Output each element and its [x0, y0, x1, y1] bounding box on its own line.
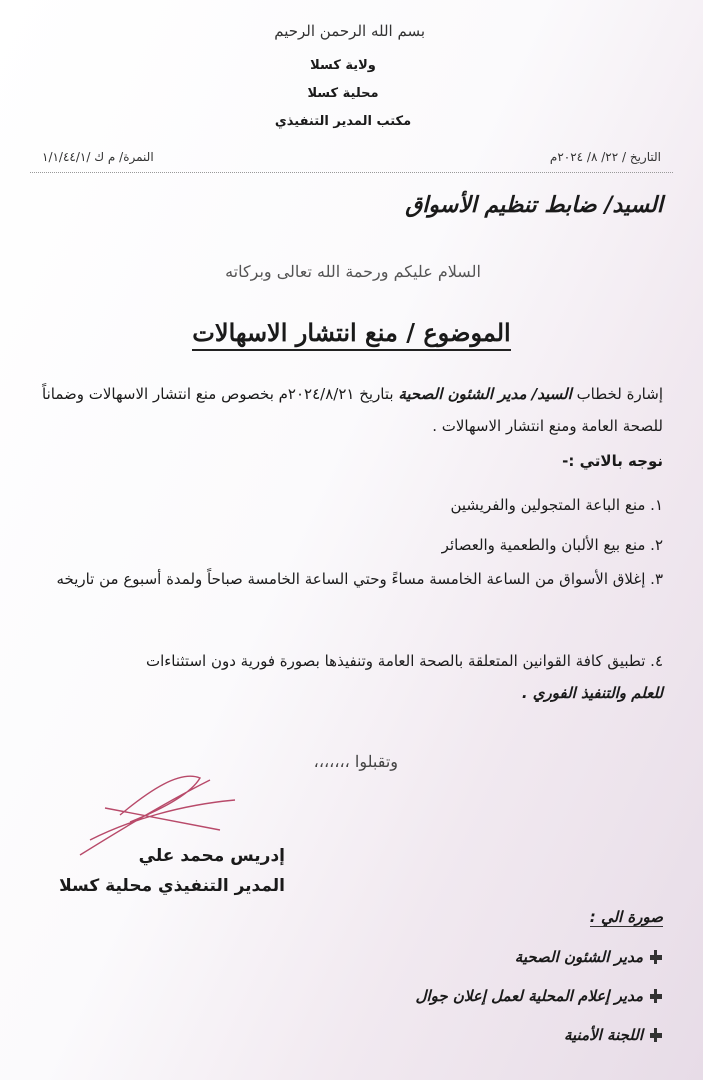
pin-bullet-icon [649, 1028, 663, 1042]
sign-off-mark: وتقبلوا ،،،،،،، [313, 752, 398, 771]
office-name: مكتب المدير التنفيذي [274, 114, 412, 129]
signatory-title: المدير التنفيذي محلية كسلا [59, 876, 285, 896]
greeting: السلام عليكم ورحمة الله تعالى وبركاته [225, 262, 481, 281]
cc-item-text: اللجنة الأمنية [563, 1026, 643, 1044]
directive-item-1: ١. منع الباعة المتجولين والفريشين [450, 496, 663, 514]
body-paragraph [33, 378, 663, 442]
signatory-name: إدريس محمد علي [138, 846, 285, 866]
letter-reference: النمرة/ م ك /١/١/٤٤/١ [42, 150, 154, 164]
cc-label: صورة الي : [589, 908, 663, 926]
body-sender: السيد/ مدير الشئون الصحية [398, 385, 572, 403]
state-name: ولاية كسلا [310, 58, 376, 73]
subject-text: الموضوع / منع انتشار الاسهالات [192, 318, 510, 351]
subject-line [0, 318, 703, 347]
basmala: بسم الله الرحمن الرحيم [274, 22, 425, 40]
cc-item [416, 987, 663, 1005]
cc-item-text: مدير الشئون الصحية [514, 948, 643, 966]
locality-name: محلية كسلا [307, 86, 379, 101]
cc-item [515, 948, 663, 966]
pin-bullet-icon [649, 989, 663, 1003]
pin-bullet-icon [649, 950, 663, 964]
letter-date: التاريخ / ٢٢/ ٨/ ٢٠٢٤م [549, 150, 661, 164]
directive-item-3: ٣. إغلاق الأسواق من الساعة الخامسة مساءً وحتي الساعة الخامسة صباحاً ولمدة أسبوع من تاريخه [56, 570, 663, 588]
cc-item [564, 1026, 663, 1044]
directive-item-4: ٤. تطبيق كافة القوانين المتعلقة بالصحة العامة وتنفيذها بصورة فورية دون استثناءات [145, 652, 663, 670]
body-intro: إشارة لخطاب [571, 385, 663, 403]
directive-item-2: ٢. منع بيع الألبان والطعمية والعصائر [441, 536, 663, 554]
addressee: السيد/ ضابط تنظيم الأسواق [405, 192, 663, 218]
closing-line: للعلم والتنفيذ الفوري . [521, 684, 663, 702]
cc-item-text: مدير إعلام المحلية لعمل إعلان جوال [415, 987, 643, 1005]
header-divider [30, 172, 673, 173]
directive-heading: نوجه بالاتي :- [562, 452, 663, 470]
body-rest: بتاريخ ٢٠٢٤/٨/٢١م بخصوص منع انتشار الاسهالات وضماناً للصحة العامة ومنع انتشار الاسهالات . [42, 385, 663, 435]
